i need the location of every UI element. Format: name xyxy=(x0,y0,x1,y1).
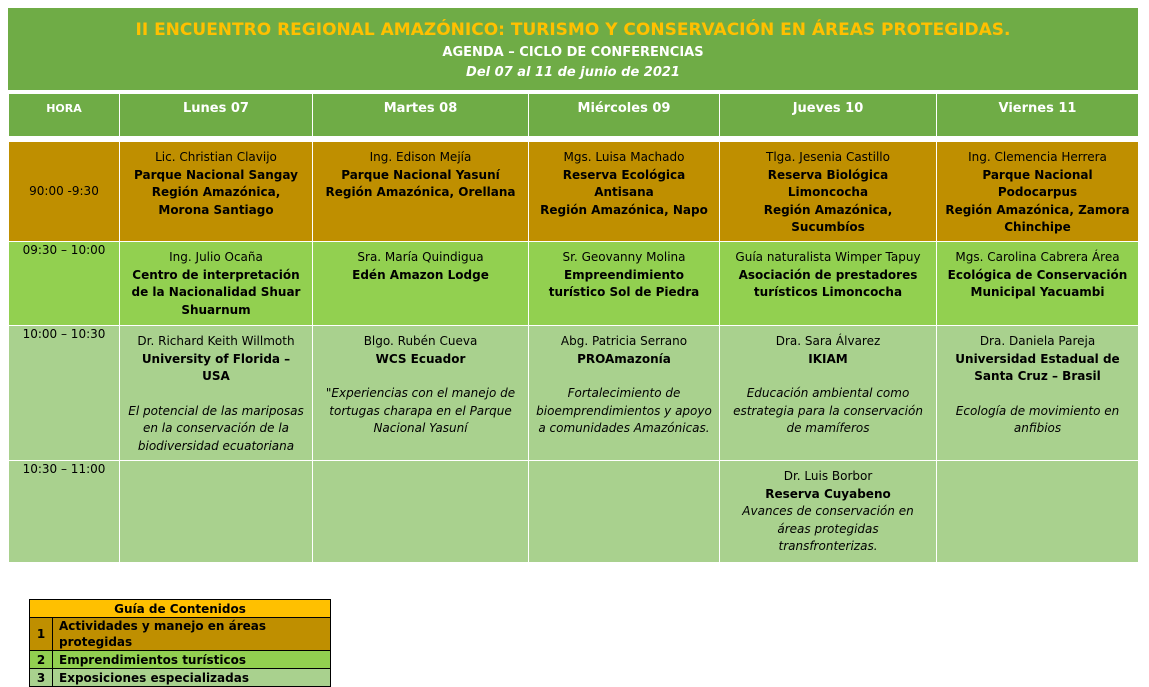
speaker-name: Dr. Luis Borbor xyxy=(783,469,873,483)
session-cell xyxy=(120,142,313,242)
schedule-row xyxy=(9,326,1139,461)
talk-topic: El potencial de las mariposas en la conservación de la biodiversidad ecuatoriana xyxy=(128,403,304,453)
session-cell xyxy=(529,326,720,461)
speaker-name: Dr. Richard Keith Willmoth xyxy=(137,334,295,348)
organization: Asociación de prestadores turísticos Limoncocha xyxy=(738,267,918,299)
column-header-martes: Martes 08 xyxy=(313,94,529,137)
region: Región Amazónica, Zamora Chinchipe xyxy=(945,202,1130,234)
region: Región Amazónica, Morona Santiago xyxy=(151,185,281,217)
speaker-name: Tlga. Jesenia Castillo xyxy=(766,150,890,164)
organization: Ecológica de Conservación Municipal Yacuambi xyxy=(947,267,1128,299)
event-title: II ENCUENTRO REGIONAL AMAZÓNICO: TURISMO Y CONSERVACIÓN EN ÁREAS PROTEGIDAS. xyxy=(135,20,1011,40)
time-slot: 10:30 – 11:00 xyxy=(9,461,120,563)
session-cell-empty xyxy=(529,461,720,563)
agenda-dates: Del 07 al 11 de junio de 2021 xyxy=(466,65,680,80)
organization: Centro de interpretación de la Nacionalidad Shuar Shuarnum xyxy=(131,267,301,317)
session-cell xyxy=(120,326,313,461)
session-cell xyxy=(529,242,720,326)
session-cell-empty xyxy=(120,461,313,563)
organization: Parque Nacional Yasuní xyxy=(341,167,500,182)
organization: Edén Amazon Lodge xyxy=(352,267,489,282)
talk-topic: "Experiencias con el manejo de tortugas charapa en el Parque Nacional Yasuní xyxy=(325,386,516,435)
session-cell-empty xyxy=(937,461,1139,563)
session-cell xyxy=(937,326,1139,461)
time-slot: 90:00 -9:30 xyxy=(9,142,120,242)
schedule-row xyxy=(9,242,1139,326)
speaker-name: Sra. María Quindigua xyxy=(357,250,484,264)
schedule-row xyxy=(9,461,1139,563)
speaker-name: Guía naturalista Wimper Tapuy xyxy=(735,250,921,264)
session-cell xyxy=(937,242,1139,326)
legend-title: Guía de Contenidos xyxy=(30,600,331,618)
organization: Parque Nacional Podocarpus xyxy=(982,167,1093,199)
session-cell xyxy=(720,461,937,563)
speaker-name: Blgo. Rubén Cueva xyxy=(363,334,478,348)
header-row xyxy=(9,94,1139,137)
organization: Reserva Biológica Limoncocha xyxy=(767,167,889,199)
agenda-header xyxy=(8,8,1138,90)
speaker-name: Sr. Geovanny Molina xyxy=(562,250,686,264)
agenda-table xyxy=(8,93,1139,563)
legend-number: 3 xyxy=(30,669,53,687)
column-header-viernes: Viernes 11 xyxy=(937,94,1139,137)
speaker-name: Ing. Edison Mejía xyxy=(369,150,472,164)
speaker-name: Ing. Julio Ocaña xyxy=(169,250,263,264)
session-cell xyxy=(720,142,937,242)
organization: University of Florida – USA xyxy=(141,351,291,383)
session-cell xyxy=(720,326,937,461)
column-header-hora: HORA xyxy=(9,94,120,137)
region: Región Amazónica, Sucumbíos xyxy=(763,202,893,234)
legend-number: 2 xyxy=(30,651,53,669)
talk-topic: Fortalecimiento de bioemprendimientos y apoyo a comunidades Amazónicas. xyxy=(536,386,712,435)
speaker-name: Dra. Sara Álvarez xyxy=(775,334,881,348)
column-header-jueves: Jueves 10 xyxy=(720,94,937,137)
organization: Empreendimiento turístico Sol de Piedra xyxy=(548,267,700,299)
organization: Reserva Ecológica Antisana xyxy=(562,167,686,199)
speaker-name: Mgs. Luisa Machado xyxy=(563,150,685,164)
talk-topic: Avances de conservación en áreas protegidas transfronterizas. xyxy=(742,504,914,553)
time-slot: 10:00 – 10:30 xyxy=(9,326,120,461)
column-header-miercoles: Miércoles 09 xyxy=(529,94,720,137)
organization: Parque Nacional Sangay xyxy=(134,167,298,182)
time-slot: 09:30 – 10:00 xyxy=(9,242,120,326)
speaker-name: Ing. Clemencia Herrera xyxy=(968,150,1107,164)
organization: PROAmazonía xyxy=(577,351,671,366)
legend-number: 1 xyxy=(30,618,53,651)
organization: Universidad Estadual de Santa Cruz – Brasil xyxy=(955,351,1120,383)
session-cell xyxy=(529,142,720,242)
session-cell xyxy=(313,326,529,461)
speaker-name: Lic. Christian Clavijo xyxy=(155,150,277,164)
legend-label: Actividades y manejo en áreas protegidas xyxy=(53,618,331,651)
talk-topic: Educación ambiental como estrategia para la conservación de mamíferos xyxy=(733,386,923,435)
organization: Reserva Cuyabeno xyxy=(765,486,891,501)
organization: WCS Ecuador xyxy=(375,351,466,366)
schedule-row xyxy=(9,142,1139,242)
talk-topic: Ecología de movimiento en anfibios xyxy=(955,403,1120,435)
speaker-name: Mgs. Carolina Cabrera Área xyxy=(955,250,1120,264)
session-cell xyxy=(720,242,937,326)
speaker-name: Dra. Daniela Pareja xyxy=(979,334,1096,348)
session-cell xyxy=(937,142,1139,242)
session-cell xyxy=(313,142,529,242)
legend-label: Exposiciones especializadas xyxy=(53,669,331,687)
speaker-name: Abg. Patricia Serrano xyxy=(560,334,688,348)
content-legend xyxy=(29,599,331,687)
column-header-lunes: Lunes 07 xyxy=(120,94,313,137)
session-cell xyxy=(120,242,313,326)
session-cell-empty xyxy=(313,461,529,563)
agenda-subtitle: AGENDA – CICLO DE CONFERENCIAS xyxy=(442,45,704,60)
region: Región Amazónica, Orellana xyxy=(325,185,516,199)
legend-label: Emprendimientos turísticos xyxy=(53,651,331,669)
session-cell xyxy=(313,242,529,326)
organization: IKIAM xyxy=(808,351,848,366)
region: Región Amazónica, Napo xyxy=(540,202,708,217)
